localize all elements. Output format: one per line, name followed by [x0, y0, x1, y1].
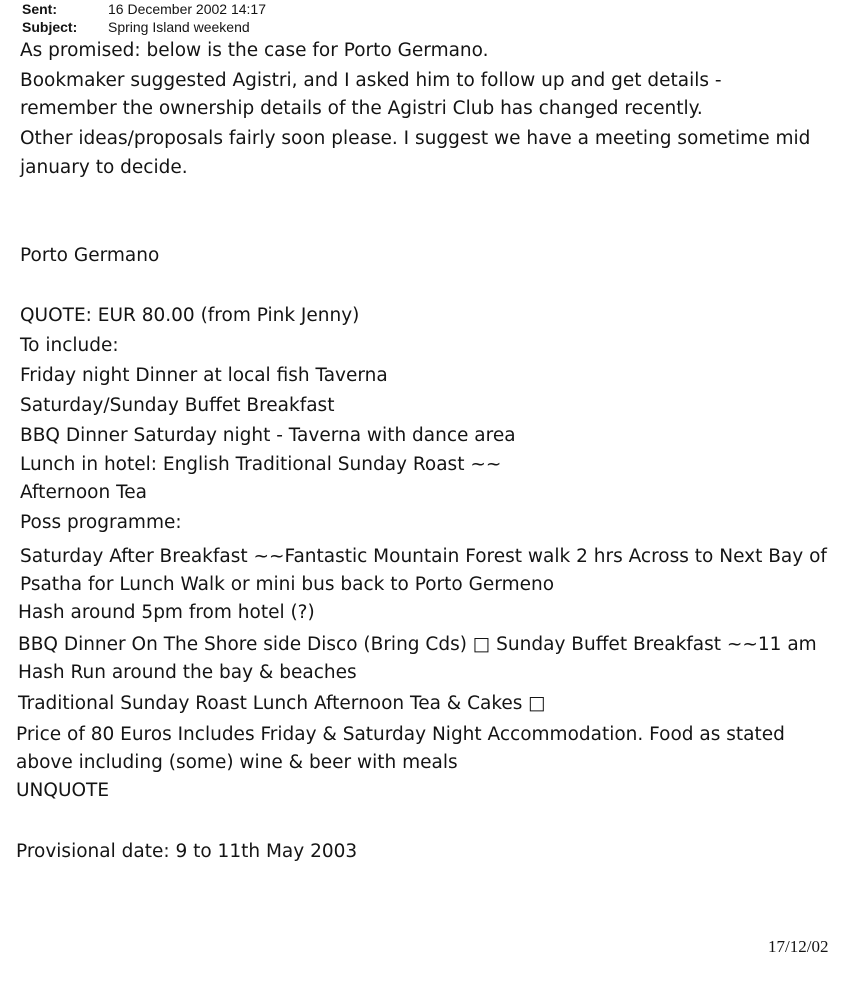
place-title: Porto Germano — [20, 245, 160, 266]
quote-line: Saturday/Sunday Buffet Breakfast — [20, 395, 335, 416]
quote-line: above including (some) wine & beer with meals — [16, 752, 458, 773]
quote-line: Price of 80 Euros Includes Friday & Saturday Night Accommodation. Food as stated — [16, 724, 785, 745]
sent-value: 16 December 2002 14:17 — [108, 1, 266, 17]
quote-line: Hash around 5pm from hotel (?) — [18, 602, 315, 623]
provisional-date: Provisional date: 9 to 11th May 2003 — [16, 841, 358, 862]
email-header — [22, 0, 266, 36]
footer-date-stamp: 17/12/02 — [768, 937, 829, 956]
quote-line: Psatha for Lunch Walk or mini bus back to Porto Germeno — [20, 574, 555, 595]
sent-row — [22, 0, 266, 18]
quote-line: UNQUOTE — [16, 780, 110, 801]
quote-line: Saturday After Breakfast ~~Fantastic Mountain Forest walk 2 hrs Across to Next Bay of — [20, 546, 827, 567]
intro-line: january to decide. — [20, 157, 188, 178]
quote-line: Hash Run around the bay & beaches — [18, 662, 357, 683]
intro-line: As promised: below is the case for Porto Germano. — [20, 40, 489, 61]
quote-line: Friday night Dinner at local fish Taverna — [20, 365, 388, 386]
quote-line: Poss programme: — [20, 512, 182, 533]
quote-line: Lunch in hotel: English Traditional Sunday Roast ~~ — [20, 454, 502, 475]
intro-line: Other ideas/proposals fairly soon please. I suggest we have a meeting sometime mid — [20, 128, 811, 149]
quote-line: To include: — [20, 335, 119, 356]
subject-row — [22, 18, 266, 36]
intro-line: Bookmaker suggested Agistri, and I asked him to follow up and get details - — [20, 70, 722, 91]
quote-line: QUOTE: EUR 80.00 (from Pink Jenny) — [20, 305, 360, 326]
quote-line: Afternoon Tea — [20, 482, 147, 503]
quote-line: BBQ Dinner Saturday night - Taverna with dance area — [20, 425, 516, 446]
quote-line: Traditional Sunday Roast Lunch Afternoon Tea & Cakes □ — [18, 693, 546, 714]
quote-line: BBQ Dinner On The Shore side Disco (Bring Cds) □ Sunday Buffet Breakfast ~~11 am — [18, 634, 817, 655]
sent-label: Sent: — [22, 1, 57, 17]
subject-value: Spring Island weekend — [108, 19, 250, 35]
subject-label: Subject: — [22, 19, 78, 35]
intro-line: remember the ownership details of the Agistri Club has changed recently. — [20, 98, 703, 119]
